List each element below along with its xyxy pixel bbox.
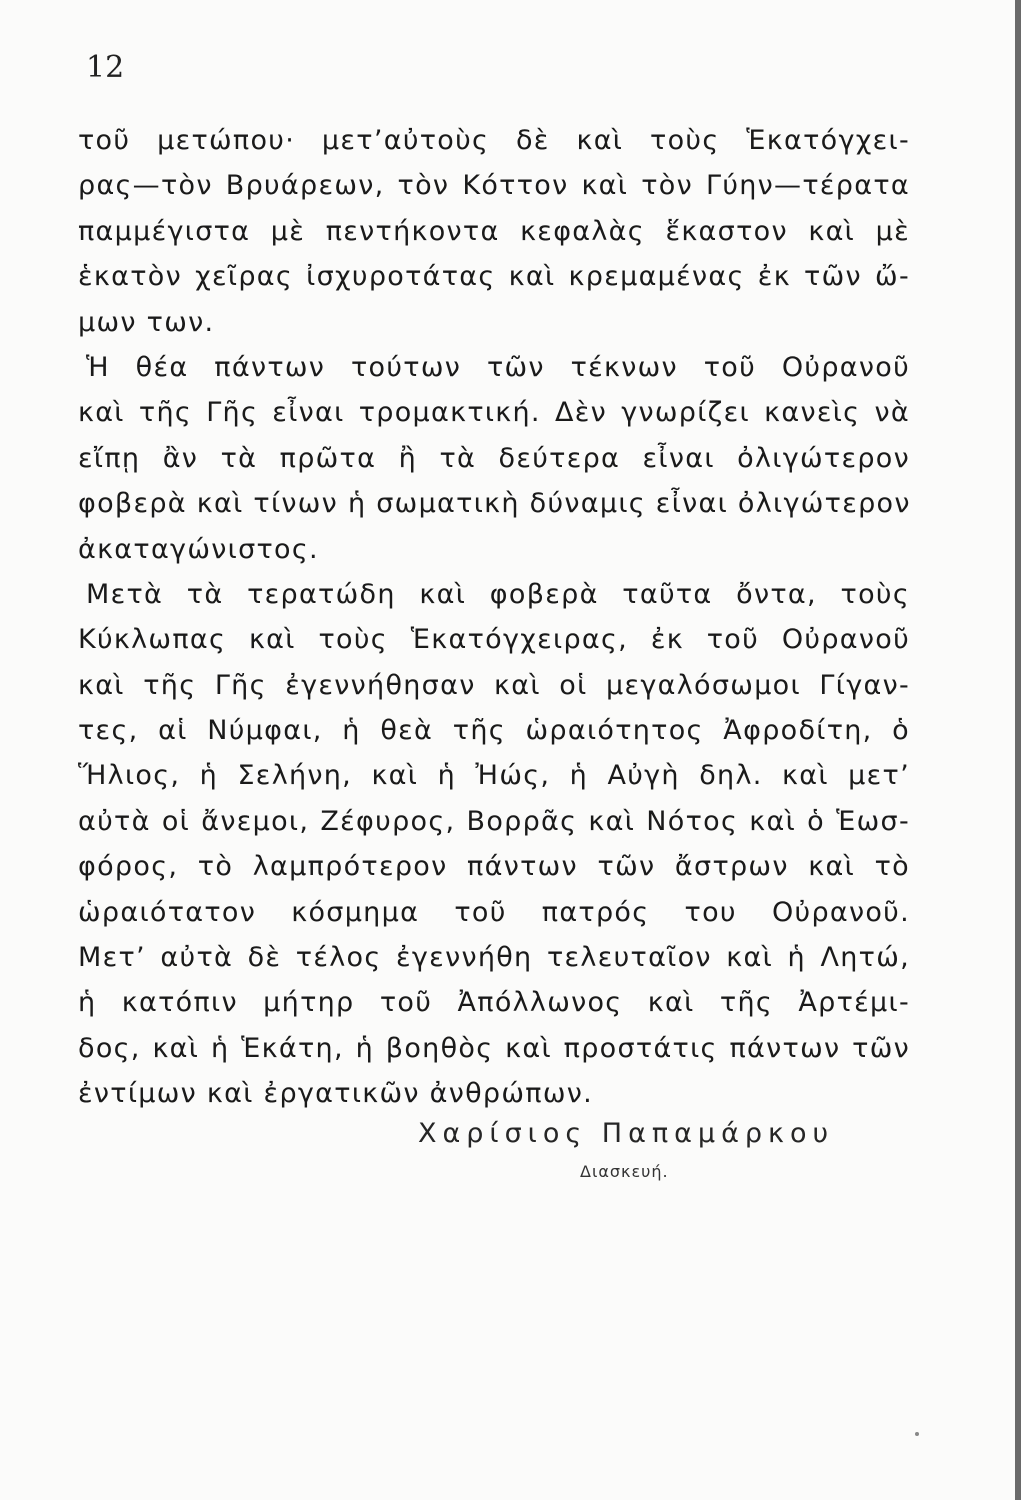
text-line: μων των. <box>78 306 215 338</box>
text-line: ρας—τὸν Βρυάρεων, τὸν Κόττον καὶ τὸν Γύην—τέρατα <box>78 170 910 202</box>
text-line: τες, αἱ Νύμφαι, ἡ θεὰ τῆς ὡραιότητος Ἀφροδίτη, ὁ <box>78 715 910 747</box>
author-role: Διασκευή. <box>580 1162 669 1181</box>
text-line: ἐντίμων καὶ ἐργατικῶν ἀνθρώπων. <box>78 1078 594 1110</box>
text-line: Μετὰ τὰ τερατώδη καὶ φοβερὰ ταῦτα ὄντα, τοὺς <box>86 578 910 610</box>
text-line: ὡραιότατον κόσμημα τοῦ πατρός του Οὐρανοῦ. <box>78 896 910 928</box>
text-line: αὐτὰ οἱ ἄνεμοι, Ζέφυρος, Βορρᾶς καὶ Νότος καὶ ὁ Ἑωσ- <box>78 805 910 837</box>
text-line: ἡ κατόπιν μήτηρ τοῦ Ἀπόλλωνος καὶ τῆς Ἀρτέμι- <box>78 987 910 1019</box>
text-line: ἀκαταγώνιστος. <box>78 533 319 565</box>
text-line: Μετ’ αὐτὰ δὲ τέλος ἐγεννήθη τελευταῖον καὶ ἡ Λητώ, <box>78 942 910 974</box>
author-signature: Χαρίσιος Παπαμάρκου <box>418 1118 835 1149</box>
text-line: εἴπῃ ἂν τὰ πρῶτα ἢ τὰ δεύτερα εἶναι ὀλιγώτερον <box>78 442 910 474</box>
page-number: 12 <box>86 50 125 85</box>
page-edge-shadow <box>1015 0 1021 1500</box>
text-line: φόρος, τὸ λαμπρότερον πάντων τῶν ἄστρων καὶ τὸ <box>78 851 910 883</box>
text-line: καὶ τῆς Γῆς εἶναι τρομακτική. Δὲν γνωρίζει κανεὶς νὰ <box>78 397 910 429</box>
body-text <box>78 118 910 1117</box>
text-line: Ἥλιος, ἡ Σελήνη, καὶ ἡ Ἠώς, ἡ Αὐγὴ δηλ. καὶ μετ’ <box>78 760 910 792</box>
text-line: δος, καὶ ἡ Ἑκάτη, ἡ βοηθὸς καὶ προστάτις πάντων τῶν <box>78 1032 910 1064</box>
text-line: παμμέγιστα μὲ πεντήκοντα κεφαλὰς ἕκαστον καὶ μὲ <box>78 215 910 247</box>
text-line: ἑκατὸν χεῖρας ἰσχυροτάτας καὶ κρεμαμένας ἐκ τῶν ὤ- <box>78 261 910 293</box>
text-line: Κύκλωπας καὶ τοὺς Ἑκατόγχειρας, ἐκ τοῦ Οὐρανοῦ <box>78 624 910 656</box>
paper-speck <box>915 1432 919 1436</box>
text-line: καὶ τῆς Γῆς ἐγεννήθησαν καὶ οἱ μεγαλόσωμοι Γίγαν- <box>78 669 910 701</box>
text-line: τοῦ μετώπου· μετ’αὐτοὺς δὲ καὶ τοὺς Ἑκατόγχει- <box>78 125 910 156</box>
text-line: Ἡ θέα πάντων τούτων τῶν τέκνων τοῦ Οὐρανοῦ <box>86 351 910 383</box>
text-line: φοβερὰ καὶ τίνων ἡ σωματικὴ δύναμις εἶναι ὀλιγώτερον <box>78 488 911 520</box>
